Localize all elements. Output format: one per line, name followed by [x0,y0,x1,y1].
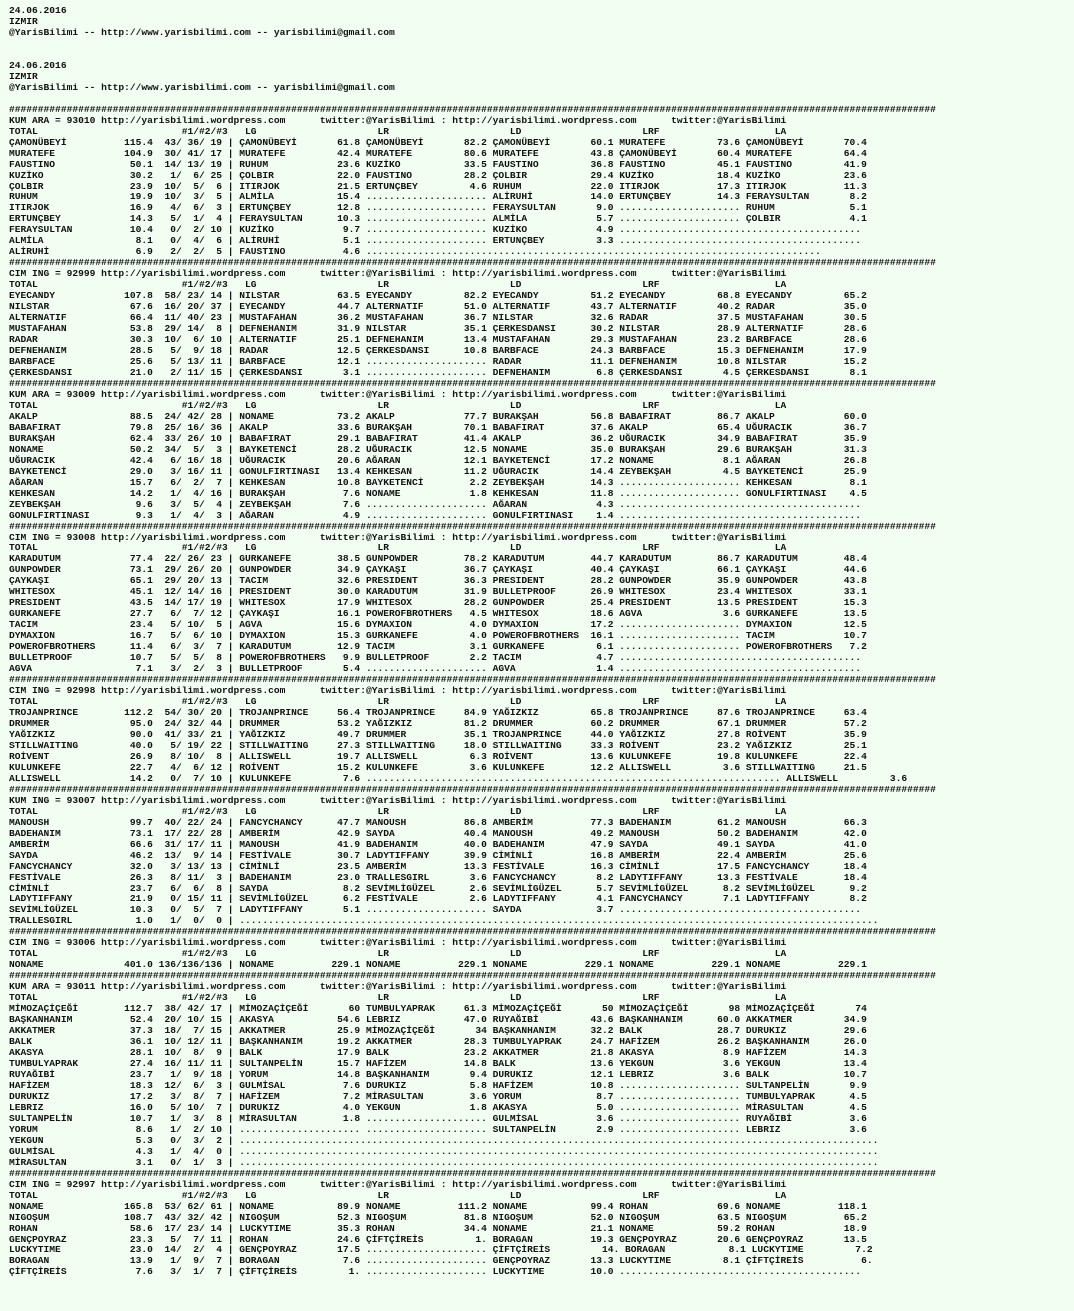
result-row: ALLISWELL 14.2 0/ 7/ 10 | KULUNKEFE 7.6 ........................................................................ ALLISWELL 3.6 [9,772,908,784]
result-row: UĞURACIK 42.4 6/ 16/ 18 | UĞURACIK 20.6 AĞARAN 12.1 BAYKETENCİ 17.2 NONAME 8.1 AĞARAN 26.8 [9,454,867,466]
result-row: NONAME 165.8 53/ 62/ 61 | NONAME 89.9 NONAME 111.2 NONAME 99.4 ROHAN 69.6 NONAME 118.1 [9,1200,867,1212]
result-row: ÇOLBIR 23.9 10/ 5/ 6 | ITIRJOK 21.5 ERTUNÇBEY 4.6 RUHUM 22.0 ITIRJOK 17.3 ITIRJOK 11.3 [9,180,867,192]
result-row: GUNPOWDER 73.1 29/ 26/ 20 | GUNPOWDER 34.9 ÇAYKAŞI 36.7 ÇAYKAŞI 40.4 ÇAYKAŞI 66.1 ÇAYKAŞI 44.6 [9,564,867,576]
separator-line: ################################################################################################################################################################# [9,520,936,532]
blank-line [9,1289,1074,1300]
result-row: NILSTAR 67.6 16/ 20/ 37 | EYECANDY 44.7 ALTERNATIF 51.0 ALTERNATIF 43.7 ALTERNATIF 40.2 RADAR 35.0 [9,301,867,313]
result-row: AĞARAN 15.7 6/ 2/ 7 | KEHKESAN 10.8 BAYKETENCİ 2.2 ZEYBEKŞAH 14.3 ..................... KEHKESAN 8.1 [9,476,867,488]
race-header-line: KUM ARA = 93009 http://yarisbilimi.wordpress.com twitter:@YarisBilimi : http://yarisbilimi.wordpress.com twitter:@YarisBilimi [9,388,787,400]
result-row: GULMİSAL 4.3 1/ 4/ 0 | ............................................................................................................... [9,1145,879,1157]
result-row: FAUSTINO 50.1 14/ 13/ 19 | RUHUM 23.6 KUZİKO 33.5 FAUSTINO 36.8 FAUSTINO 45.1 FAUSTINO 41.9 [9,158,867,170]
blank-line [9,39,1074,50]
result-row: ZEYBEKŞAH 9.6 3/ 5/ 4 | ZEYBEKŞAH 7.6 ..................... AĞARAN 4.3 .......................................... [9,498,862,510]
result-row: KULUNKEFE 22.7 4/ 6/ 12 | ROİVENT 15.2 KULUNKEFE 3.6 KULUNKEFE 12.2 ALLISWELL 3.6 STILLWAITING 21.5 [9,761,867,773]
text-line: @YarisBilimi -- http://www.yarisbilimi.com -- yarisbilimi@gmail.com [9,26,395,38]
blank-line [9,1278,1074,1289]
result-row: BADEHANIM 73.1 17/ 22/ 28 | AMBERİM 42.9 SAYDA 40.4 MANOUSH 49.2 MANOUSH 50.2 BADEHANIM 42.0 [9,827,867,839]
result-row: WHITESOX 45.1 12/ 14/ 16 | PRESIDENT 30.0 KARADUTUM 31.9 BULLETPROOF 26.9 WHITESOX 23.4 WHITESOX 33.1 [9,586,867,598]
result-row: ÇERKESDANSI 21.0 2/ 11/ 15 | ÇERKESDANSI 3.1 ..................... DEFNEHANIM 6.8 ÇERKESDANSI 4.5 ÇERKESDANSI 8.1 [9,366,867,378]
result-row: ROHAN 58.6 17/ 23/ 14 | LUCKYTIME 35.3 ROHAN 34.4 NONAME 21.1 NONAME 59.2 ROHAN 18.9 [9,1222,867,1234]
text-line: IZMIR [9,15,38,27]
result-row: NONAME 50.2 34/ 5/ 3 | BAYKETENCİ 28.2 UĞURACIK 12.5 NONAME 35.0 BURAKŞAH 29.6 BURAKŞAH 31.3 [9,443,867,455]
column-header-line: TOTAL #1/#2/#3 LG LR LD LRF LA [9,399,787,411]
result-row: MURATEFE 104.9 30/ 41/ 17 | MURATEFE 42.4 MURATEFE 80.6 MURATEFE 43.8 ÇAMONÜBEYİ 60.4 MURATEFE 64.4 [9,147,867,159]
result-row: AKALP 88.5 24/ 42/ 28 | NONAME 73.2 AKALP 77.7 BURAKŞAH 56.8 BABAFIRAT 86.7 AKALP 60.0 [9,410,867,422]
result-row: RADAR 30.3 10/ 6/ 10 | ALTERNATIF 25.1 DEFNEHANIM 13.4 MUSTAFAHAN 29.3 MUSTAFAHAN 23.2 BARBFACE 28.6 [9,334,867,346]
result-row: YEKGUN 5.3 0/ 3/ 2 | ............................................................................................................... [9,1134,879,1146]
race-header-line: KUM ING = 93007 http://yarisbilimi.wordpress.com twitter:@YarisBilimi : http://yarisbilimi.wordpress.com twitter:@YarisBilimi [9,794,787,806]
result-row: TRALLESGIRL 1.0 1/ 0/ 0 | ............................................................................................................... [9,915,879,927]
result-row: LUCKYTIME 23.0 14/ 2/ 4 | GENÇPOYRAZ 17.5 ..................... ÇİFTÇİREİS 14. BORAGAN 8.1 LUCKYTIME 7.2 [9,1244,873,1256]
race-header-line: CIM ING = 92998 http://yarisbilimi.wordpress.com twitter:@YarisBilimi : http://yarisbilimi.wordpress.com twitter:@YarisBilimi [9,685,787,697]
text-line: 24.06.2016 [9,59,67,71]
result-row: KARADUTUM 77.4 22/ 26/ 23 | GURKANEFE 38.5 GUNPOWDER 78.2 KARADUTUM 44.7 KARADUTUM 86.7 KARADUTUM 48.4 [9,553,867,565]
column-header-line: TOTAL #1/#2/#3 LG LR LD LRF LA [9,125,787,137]
result-row: MİMOZAÇİÇEĞİ 112.7 38/ 42/ 17 | MİMOZAÇİÇEĞİ 60 TUMBULYAPRAK 61.3 MİMOZAÇİÇEĞİ 50 MİMOZAÇİÇEĞİ 98 MİMOZAÇİÇEĞİ 74 [9,1003,867,1015]
result-row: BURAKŞAH 62.4 33/ 26/ 10 | BABAFIRAT 29.1 BABAFIRAT 41.4 AKALP 36.2 UĞURACIK 34.9 BABAFIRAT 35.9 [9,432,867,444]
result-row: YORUM 8.6 1/ 2/ 10 | ..................... ..................... SULTANPELİN 2.9 ..................... LEBRIZ 3.6 [9,1123,867,1135]
column-header-line: TOTAL #1/#2/#3 LG LR LD LRF LA [9,948,787,960]
result-row: AMBERİM 66.6 31/ 17/ 11 | MANOUSH 41.9 BADEHANIM 40.0 BADEHANIM 47.9 SAYDA 49.1 SAYDA 41.0 [9,838,867,850]
text-line: 24.06.2016 [9,5,67,16]
result-row: BALK 36.1 10/ 12/ 11 | BAŞKANHANIM 19.2 AKKATMER 28.3 TUMBULYAPRAK 24.7 HAFİZEM 26.2 BAŞKANHANIM 26.0 [9,1036,867,1048]
result-row: SEVİMLİGÜZEL 10.3 0/ 5/ 7 | LADYTIFFANY 5.1 ..................... SAYDA 3.7 .......................................... [9,904,862,916]
result-row: POWEROFBROTHERS 11.4 6/ 3/ 7 | KARADUTUM 12.9 TACIM 3.1 GURKANEFE 6.1 ..................... POWEROFBROTHERS 7.2 [9,641,867,653]
result-row: DRUMMER 95.0 24/ 32/ 44 | DRUMMER 53.2 YAĞIZKIZ 81.2 DRUMMER 60.2 DRUMMER 67.1 DRUMMER 57.2 [9,717,867,729]
result-row: ALTERNATIF 66.4 11/ 40/ 23 | MUSTAFAHAN 36.2 MUSTAFAHAN 36.7 NILSTAR 32.6 RADAR 37.5 MUSTAFAHAN 30.5 [9,312,867,324]
text-line: IZMIR [9,70,38,82]
blank-line [9,50,1074,61]
result-row: DYMAXION 16.7 5/ 6/ 10 | DYMAXION 15.3 GURKANEFE 4.0 POWEROFBROTHERS 16.1 ..................... TACIM 10.7 [9,630,867,642]
result-row: ÇAMONÜBEYİ 115.4 43/ 36/ 19 | ÇAMONÜBEYİ 61.8 ÇAMONÜBEYİ 82.2 ÇAMONÜBEYİ 60.1 MURATEFE 73.6 ÇAMONÜBEYİ 70.4 [9,136,867,148]
result-row: SAYDA 46.2 13/ 9/ 14 | FESTİVALE 30.7 LADYTIFFANY 39.9 CİMİNLİ 16.8 AMBERİM 22.4 AMBERİM 25.6 [9,849,867,861]
result-row: HAFİZEM 18.3 12/ 6/ 3 | GULMİSAL 7.6 DURUKIZ 5.8 HAFİZEM 10.8 ..................... SULTANPELİN 9.9 [9,1079,867,1091]
result-row: ITIRJOK 16.9 4/ 6/ 3 | ERTUNÇBEY 12.8 ..................... FERAYSULTAN 9.0 ..................... RUHUM 5.1 [9,202,867,214]
result-row: RUYAĞIBİ 23.7 1/ 9/ 18 | YORUM 14.8 BAŞKANHANIM 9.4 DURUKIZ 12.1 LEBRIZ 3.6 BALK 10.7 [9,1068,867,1080]
column-header-line: TOTAL #1/#2/#3 LG LR LD LRF LA [9,696,787,708]
result-row: FANCYCHANCY 32.0 3/ 13/ 13 | CİMİNLİ 23.5 AMBERİM 13.3 FESTİVALE 16.3 CİMİNLİ 17.5 FANCYCHANCY 18.4 [9,860,867,872]
separator-line: ################################################################################################################################################################# [9,970,936,982]
result-row: LEBRIZ 16.0 5/ 10/ 7 | DURUKIZ 4.0 YEKGUN 1.8 AKASYA 5.0 ..................... MİRASULTAN 4.5 [9,1101,867,1113]
result-row: FESTİVALE 26.3 8/ 11/ 3 | BADEHANIM 23.0 TRALLESGIRL 3.6 FANCYCHANCY 8.2 LADYTIFFANY 13.3 FESTİVALE 18.4 [9,871,867,883]
result-row: BAŞKANHANIM 52.4 20/ 10/ 15 | AKASYA 54.6 LEBRIZ 47.0 RUYAĞIBİ 43.6 BAŞKANHANIM 60.0 AKKATMER 34.9 [9,1014,867,1026]
separator-line: ################################################################################################################################################################# [9,103,936,115]
result-row: TACIM 23.4 5/ 10/ 5 | AGVA 15.6 DYMAXION 4.0 DYMAXION 17.2 ..................... DYMAXION 12.5 [9,619,867,631]
result-row: KUZİKO 30.2 1/ 6/ 25 | ÇOLBIR 22.0 FAUSTINO 28.2 ÇOLBIR 29.4 KUZİKO 18.4 KUZİKO 23.6 [9,169,867,181]
result-row: MANOUSH 99.7 40/ 22/ 24 | FANCYCHANCY 47.7 MANOUSH 86.8 AMBERİM 77.3 BADEHANIM 61.2 MANOUSH 66.3 [9,816,867,828]
result-row: SULTANPELİN 10.7 1/ 3/ 8 | MİRASULTAN 1.8 ..................... GULMİSAL 3.6 ..................... RUYAĞIBİ 3.6 [9,1112,867,1124]
result-row: ERTUNÇBEY 14.3 5/ 1/ 4 | FERAYSULTAN 10.3 ..................... ALMİLA 5.7 ..................... ÇOLBIR 4.1 [9,213,867,225]
race-header-line: CIM ING = 93006 http://yarisbilimi.wordpress.com twitter:@YarisBilimi : http://yarisbilimi.wordpress.com twitter:@YarisBilimi [9,937,787,949]
result-row: FERAYSULTAN 10.4 0/ 2/ 10 | KUZİKO 9.7 ..................... KUZİKO 4.9 .......................................... [9,224,862,236]
column-header-line: TOTAL #1/#2/#3 LG LR LD LRF LA [9,805,787,817]
result-row: STILLWAITING 40.0 5/ 19/ 22 | STILLWAITING 27.3 STILLWAITING 18.0 STILLWAITING 33.3 ROİVENT 23.2 YAĞIZKIZ 25.1 [9,739,867,751]
result-row: EYECANDY 107.8 58/ 23/ 14 | NILSTAR 63.5 EYECANDY 82.2 EYECANDY 51.2 EYECANDY 68.8 EYECANDY 65.2 [9,290,867,302]
result-row: NONAME 401.0 136/136/136 | NONAME 229.1 NONAME 229.1 NONAME 229.1 NONAME 229.1 NONAME 229.1 [9,959,867,971]
result-row: MİRASULTAN 3.1 0/ 1/ 3 | ............................................................................................................... [9,1156,879,1168]
race-header-line: CIM ING = 92997 http://yarisbilimi.wordpress.com twitter:@YarisBilimi : http://yarisbilimi.wordpress.com twitter:@YarisBilimi [9,1178,787,1190]
result-row: ALMİLA 8.1 0/ 4/ 6 | ALİRUHİ 5.1 ..................... ERTUNÇBEY 3.3 .......................................... [9,235,862,247]
result-row: ÇAYKAŞI 65.1 29/ 20/ 13 | TACIM 32.6 PRESIDENT 36.3 PRESIDENT 28.2 GUNPOWDER 35.9 GUNPOWDER 43.8 [9,575,867,587]
separator-line: ################################################################################################################################################################# [9,1167,936,1179]
result-row: GENÇPOYRAZ 23.3 5/ 7/ 11 | ROHAN 24.6 ÇİFTÇİREİS 1. BORAGAN 19.3 GENÇPOYRAZ 20.6 GENÇPOYRAZ 13.5 [9,1233,867,1245]
result-row: PRESIDENT 43.5 14/ 17/ 19 | WHITESOX 17.9 WHITESOX 28.2 GUNPOWDER 25.4 PRESIDENT 13.5 PRESIDENT 15.3 [9,597,867,609]
column-header-line: TOTAL #1/#2/#3 LG LR LD LRF LA [9,542,787,554]
result-row: GURKANEFE 27.7 6/ 7/ 12 | ÇAYKAŞI 16.1 POWEROFBROTHERS 4.5 WHITESOX 18.6 AGVA 3.6 GURKANEFE 13.5 [9,608,867,620]
blank-line [9,1300,1074,1311]
result-row: BABAFIRAT 79.8 25/ 16/ 36 | AKALP 33.6 BURAKŞAH 70.1 BABAFIRAT 37.6 AKALP 65.4 UĞURACIK 36.7 [9,421,867,433]
text-line: @YarisBilimi -- http://www.yarisbilimi.com -- yarisbilimi@gmail.com [9,81,395,93]
result-row: LADYTIFFANY 21.9 0/ 15/ 11 | SEVİMLİGÜZEL 6.2 FESTİVALE 2.6 LADYTIFFANY 4.1 FANCYCHANCY 7.1 LADYTIFFANY 8.2 [9,893,867,905]
race-header-line: KUM ARA = 93010 http://yarisbilimi.wordpress.com twitter:@YarisBilimi : http://yarisbilimi.wordpress.com twitter:@YarisBilimi [9,114,787,126]
race-header-line: CIM ING = 93008 http://yarisbilimi.wordpress.com twitter:@YarisBilimi : http://yarisbilimi.wordpress.com twitter:@YarisBilimi [9,531,787,543]
separator-line: ################################################################################################################################################################# [9,674,936,686]
result-row: ÇİFTÇİREİS 7.6 3/ 1/ 7 | ÇİFTÇİREİS 1. ..................... LUCKYTIME 10.0 .......................................... [9,1266,862,1278]
result-row: MUSTAFAHAN 53.8 29/ 14/ 8 | DEFNEHANIM 31.9 NILSTAR 35.1 ÇERKESDANSI 30.2 NILSTAR 28.9 ALTERNATIF 28.6 [9,323,867,335]
result-row: TROJANPRINCE 112.2 54/ 30/ 20 | TROJANPRINCE 56.4 TROJANPRINCE 84.9 YAĞIZKIZ 65.8 TROJANPRINCE 87.6 TROJANPRINCE 63.4 [9,707,867,718]
result-row: NIGOŞUM 108.7 43/ 32/ 42 | NIGOŞUM 52.3 NIGOŞUM 81.8 NIGOŞUM 52.0 NIGOŞUM 63.5 NIGOŞUM 65.2 [9,1211,867,1223]
column-header-line: TOTAL #1/#2/#3 LG LR LD LRF LA [9,992,787,1004]
result-row: AGVA 7.1 3/ 2/ 3 | BULLETPROOF 5.4 ..................... AGVA 1.4 .......................................... [9,663,862,675]
result-row: KEHKESAN 14.2 1/ 4/ 16 | BURAKŞAH 7.6 NONAME 1.8 KEHKESAN 11.8 ..................... GONULFIRTINASI 4.5 [9,487,867,499]
column-header-line: TOTAL #1/#2/#3 LG LR LD LRF LA [9,279,787,291]
result-row: AKASYA 28.1 10/ 8/ 9 | BALK 17.9 BALK 23.2 AKKATMER 21.8 AKASYA 8.9 HAFİZEM 14.3 [9,1047,867,1059]
result-row: RUHUM 19.9 10/ 3/ 5 | ALMİLA 15.4 ..................... ALİRUHİ 14.0 ERTUNÇBEY 14.3 FERAYSULTAN 8.2 [9,191,867,203]
separator-line: ################################################################################################################################################################# [9,783,936,795]
result-row: TUMBULYAPRAK 27.4 16/ 11/ 11 | SULTANPELİN 15.7 HAFİZEM 14.8 BALK 13.6 YEKGUN 3.6 YEKGUN 13.4 [9,1058,867,1069]
result-row: ROİVENT 26.9 8/ 10/ 8 | ALLISWELL 19.7 ALLISWELL 6.3 ROİVENT 13.6 KULUNKEFE 19.8 KULUNKEFE 22.4 [9,750,867,762]
result-row: BAYKETENCİ 29.0 3/ 16/ 11 | GONULFIRTINASI 13.4 KEHKESAN 11.2 UĞURACIK 14.4 ZEYBEKŞAH 4.5 BAYKETENCİ 25.9 [9,465,867,477]
result-row: ALİRUHİ 6.9 2/ 2/ 5 | FAUSTINO 4.6 ............................................................................... [9,246,821,258]
column-header-line: TOTAL #1/#2/#3 LG LR LD LRF LA [9,1189,787,1201]
result-row: BARBFACE 25.6 5/ 13/ 11 | BARBFACE 12.1 ..................... RADAR 11.1 DEFNEHANIM 10.8 NILSTAR 15.2 [9,356,867,367]
separator-line: ################################################################################################################################################################# [9,257,936,269]
result-row: YAĞIZKIZ 90.0 41/ 33/ 21 | YAĞIZKIZ 49.7 DRUMMER 35.1 TROJANPRINCE 44.0 YAĞIZKIZ 27.8 ROİVENT 35.9 [9,728,867,740]
result-row: BULLETPROOF 10.7 5/ 5/ 8 | POWEROFBROTHERS 9.9 BULLETPROOF 2.2 TACIM 4.7 .......................................... [9,652,862,664]
result-row: DURUKIZ 17.2 3/ 8/ 7 | HAFİZEM 7.2 MİRASULTAN 3.6 YORUM 8.7 ..................... TUMBULYAPRAK 4.5 [9,1090,867,1102]
result-row: BORAGAN 13.9 1/ 9/ 7 | BORAGAN 7.6 ..................... GENÇPOYRAZ 13.3 LUCKYTIME 8.1 ÇİFTÇİREİS 6. [9,1255,873,1267]
result-row: GONULFIRTINASI 9.3 1/ 4/ 3 | AĞARAN 4.9 ..................... GONULFIRTINASI 1.4 .......................................... [9,509,862,521]
race-header-line: KUM ARA = 93011 http://yarisbilimi.wordpress.com twitter:@YarisBilimi : http://yarisbilimi.wordpress.com twitter:@YarisBilimi [9,981,787,993]
race-header-line: CIM ING = 92999 http://yarisbilimi.wordpress.com twitter:@YarisBilimi : http://yarisbilimi.wordpress.com twitter:@YarisBilimi [9,268,787,280]
result-row: CİMİNLİ 23.7 6/ 6/ 8 | SAYDA 8.2 SEVİMLİGÜZEL 2.6 SEVİMLİGÜZEL 5.7 SEVİMLİGÜZEL 8.2 SEVİMLİGÜZEL 9.2 [9,882,867,894]
separator-line: ################################################################################################################################################################# [9,377,936,389]
result-row: AKKATMER 37.3 18/ 7/ 15 | AKKATMER 25.9 MİMOZAÇİÇEĞİ 34 BAŞKANHANIM 32.2 BALK 28.7 DURUKIZ 29.6 [9,1025,867,1037]
separator-line: ################################################################################################################################################################# [9,926,936,938]
result-row: DEFNEHANIM 28.5 5/ 9/ 18 | RADAR 12.5 ÇERKESDANSI 10.8 BARBFACE 24.3 BARBFACE 15.3 DEFNEHANIM 17.9 [9,345,867,357]
